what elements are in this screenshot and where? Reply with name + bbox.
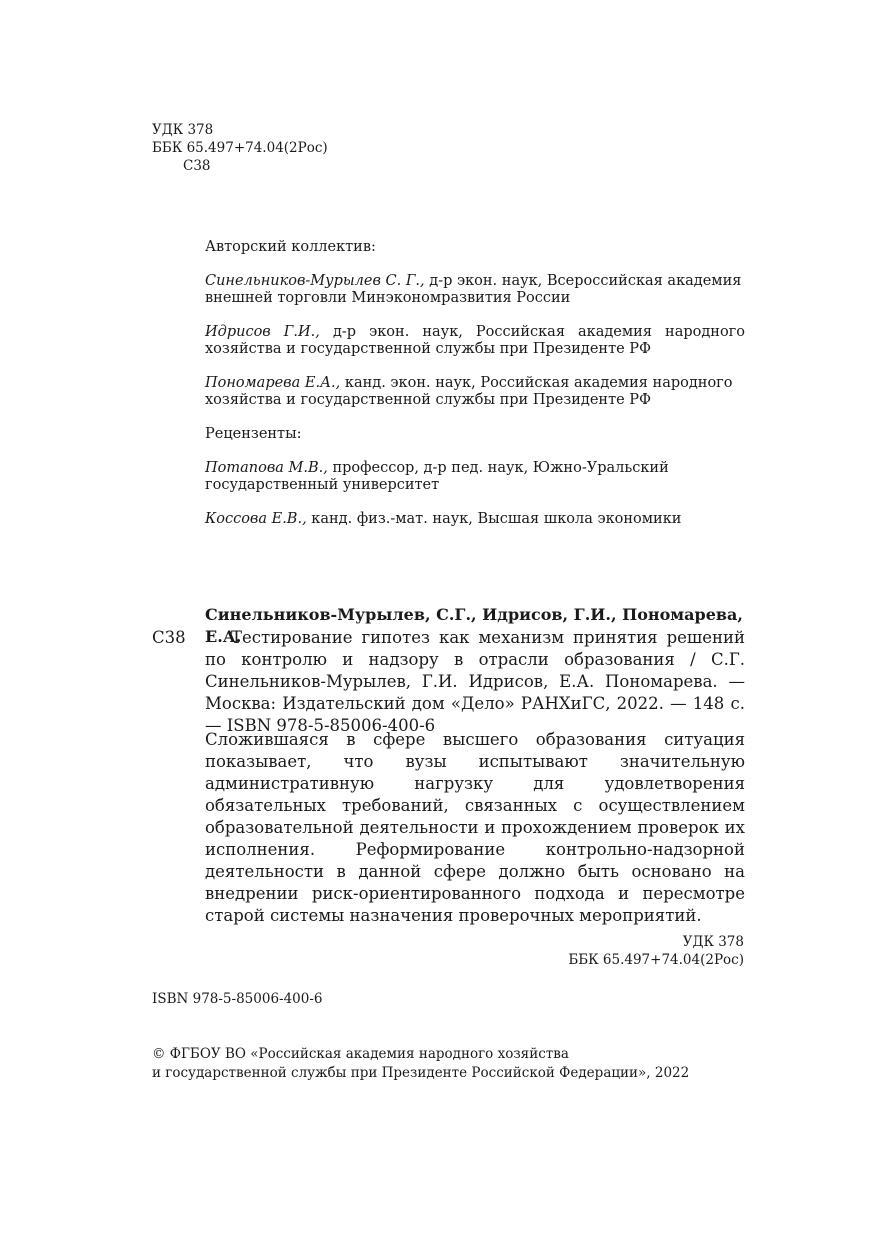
author-entry [205, 375, 745, 409]
bbk-bottom: ББК 65.497+74.04(2Рос) [568, 952, 744, 968]
author-desc: д-р экон. наук, Российская академия народного хозяйства и государственной службы при Президенте РФ [205, 324, 745, 357]
reviewer-entry [205, 460, 745, 494]
copyright-line-2: и государственной службы при Президенте Российской Федерации», 2022 [152, 1065, 690, 1081]
author-name: Синельников-Мурылев С. Г., [205, 273, 425, 289]
bib-code: С38 [152, 628, 186, 647]
reviewer-desc: профессор, д-р пед. наук, Южно-Уральский государственный университет [205, 460, 669, 493]
reviewer-name: Коссова Е.В., [205, 511, 307, 527]
reviewer-entry [205, 511, 745, 528]
authors-heading: Авторский коллектив: [205, 239, 376, 255]
author-name: Идрисов Г.И., [205, 324, 320, 340]
reviewers-heading: Рецензенты: [205, 426, 302, 442]
author-entry [205, 324, 745, 358]
isbn: ISBN 978-5-85006-400-6 [152, 991, 323, 1007]
udk-top: УДК 378 [152, 122, 214, 138]
author-entry [205, 273, 745, 307]
bbk-top: ББК 65.497+74.04(2Рос) [152, 140, 328, 156]
reviewer-name: Потапова М.В., [205, 460, 328, 476]
bib-authors: Синельников-Мурылев, С.Г., Идрисов, Г.И., Пономарева, Е.А. [205, 605, 743, 646]
bib-description: Тестирование гипотез как механизм принятия решений по контролю и надзору в отрасли образования / С.Г. Синельников-Мурылев, Г.И. Идрисов, Е.А. Пономарева. — Москва: Издательский дом «Дело» РАНХиГС, 2022. — 148 с. — ISBN 978-5-85006-400-6 [205, 628, 745, 735]
author-code-top: С38 [183, 158, 211, 174]
reviewer-desc: канд. физ.-мат. наук, Высшая школа экономики [306, 511, 682, 527]
abstract: Сложившаяся в сфере высшего образования ситуация показывает, что вузы испытывают значительную административную нагрузку для удовлетворения обязательных требований, связанных с осуществлением образовательной деятельности и прохождением проверок их исполнения. Реформирование контрольно-надзорной деятельности в данной сфере должно быть основано на внедрении риск-ориентированного подхода и пересмотре старой системы назначения проверочных мероприятий. [205, 730, 745, 925]
udk-bottom: УДК 378 [682, 934, 744, 950]
author-desc: канд. экон. наук, Российская академия народного хозяйства и государственной службы при Президенте РФ [205, 375, 733, 408]
copyright-line-1: © ФГБОУ ВО «Российская академия народного хозяйства [152, 1046, 569, 1062]
author-desc: д-р экон. наук, Всероссийская академия внешней торговли Минэкономразвития России [205, 273, 742, 306]
author-name: Пономарева Е.А., [205, 375, 341, 391]
